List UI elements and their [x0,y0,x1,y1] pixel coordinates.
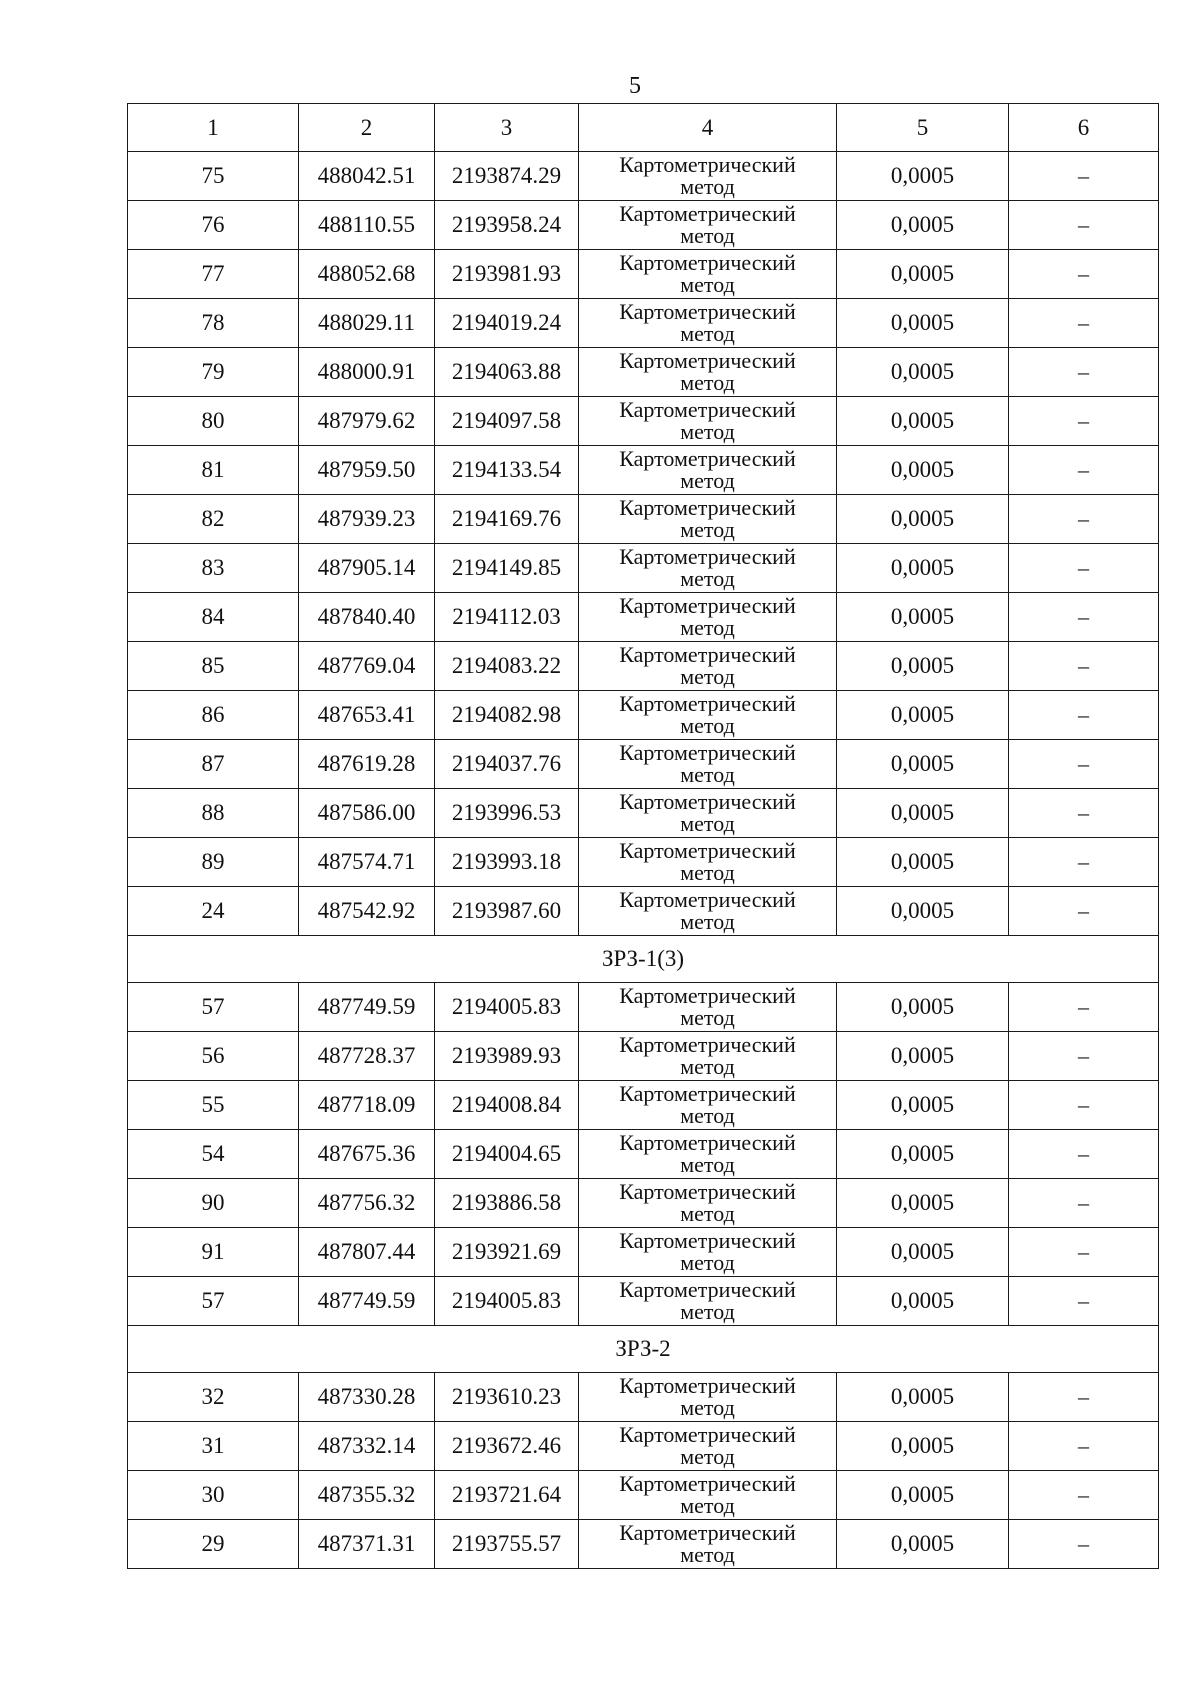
header-cell-6: 6 [1009,104,1159,152]
method-line-1: Картометрический [619,1228,796,1253]
table-row [128,838,1159,887]
note-dash: – [1009,789,1159,838]
coord-y: 2194097.58 [435,397,579,446]
coord-x: 487756.32 [299,1179,435,1228]
table-row [128,1373,1159,1422]
method-line-2: метод [680,566,735,591]
method-cell [579,1277,837,1326]
coord-y: 2193672.46 [435,1422,579,1471]
method-cell [579,201,837,250]
note-dash: – [1009,1277,1159,1326]
point-number: 85 [128,642,299,691]
note-dash: – [1009,691,1159,740]
method-cell [579,495,837,544]
method-cell [579,789,837,838]
accuracy-value: 0,0005 [837,299,1009,348]
table-row [128,887,1159,936]
table-row [128,1520,1159,1569]
method-line-1: Картометрический [619,1179,796,1204]
method-line-2: метод [680,1395,735,1420]
method-line-1: Картометрический [619,593,796,618]
method-line-1: Картометрический [619,838,796,863]
table-row [128,1032,1159,1081]
point-number: 89 [128,838,299,887]
note-dash: – [1009,1032,1159,1081]
coord-x: 487619.28 [299,740,435,789]
method-line-2: метод [680,1444,735,1469]
coord-x: 487979.62 [299,397,435,446]
coord-y: 2194082.98 [435,691,579,740]
point-number: 57 [128,983,299,1032]
header-row [128,104,1159,152]
method-line-2: метод [680,1103,735,1128]
note-dash: – [1009,250,1159,299]
note-dash: – [1009,495,1159,544]
table-row [128,152,1159,201]
header-cell-2: 2 [299,104,435,152]
coord-x: 487330.28 [299,1373,435,1422]
coord-y: 2194169.76 [435,495,579,544]
coord-y: 2194037.76 [435,740,579,789]
method-cell [579,1179,837,1228]
coord-y: 2193958.24 [435,201,579,250]
accuracy-value: 0,0005 [837,789,1009,838]
accuracy-value: 0,0005 [837,642,1009,691]
method-line-2: метод [680,811,735,836]
coord-x: 488000.91 [299,348,435,397]
method-line-1: Картометрический [619,789,796,814]
coord-x: 487718.09 [299,1081,435,1130]
method-line-1: Картометрический [619,691,796,716]
point-number: 78 [128,299,299,348]
coord-y: 2193721.64 [435,1471,579,1520]
accuracy-value: 0,0005 [837,446,1009,495]
note-dash: – [1009,642,1159,691]
table-row [128,1422,1159,1471]
table-row [128,642,1159,691]
method-cell [579,593,837,642]
method-line-1: Картометрический [619,299,796,324]
method-line-2: метод [680,1201,735,1226]
method-cell [579,1373,837,1422]
method-line-1: Картометрический [619,446,796,471]
coord-y: 2193993.18 [435,838,579,887]
accuracy-value: 0,0005 [837,983,1009,1032]
method-cell [579,887,837,936]
accuracy-value: 0,0005 [837,1471,1009,1520]
method-line-2: метод [680,1054,735,1079]
section-title: ЗРЗ-2 [128,1326,1159,1373]
method-line-1: Картометрический [619,740,796,765]
accuracy-value: 0,0005 [837,1179,1009,1228]
note-dash: – [1009,593,1159,642]
method-cell [579,838,837,887]
note-dash: – [1009,544,1159,593]
point-number: 29 [128,1520,299,1569]
method-line-2: метод [680,1493,735,1518]
coord-x: 487939.23 [299,495,435,544]
note-dash: – [1009,983,1159,1032]
note-dash: – [1009,1130,1159,1179]
method-line-1: Картометрический [619,1277,796,1302]
method-line-1: Картометрический [619,397,796,422]
coord-y: 2193755.57 [435,1520,579,1569]
method-line-2: метод [680,1005,735,1030]
coord-y: 2194004.65 [435,1130,579,1179]
coord-x: 487905.14 [299,544,435,593]
coord-y: 2193987.60 [435,887,579,936]
coordinates-table [127,103,1159,1569]
accuracy-value: 0,0005 [837,250,1009,299]
table-row [128,397,1159,446]
method-line-2: метод [680,762,735,787]
header-cell-5: 5 [837,104,1009,152]
method-line-2: метод [680,1250,735,1275]
method-cell [579,250,837,299]
coord-x: 487728.37 [299,1032,435,1081]
coord-x: 487807.44 [299,1228,435,1277]
coord-x: 487586.00 [299,789,435,838]
point-number: 86 [128,691,299,740]
table-row [128,1277,1159,1326]
section-title: ЗРЗ-1(3) [128,936,1159,983]
coord-y: 2193886.58 [435,1179,579,1228]
note-dash: – [1009,1081,1159,1130]
coord-y: 2194133.54 [435,446,579,495]
coord-x: 487332.14 [299,1422,435,1471]
method-line-1: Картометрический [619,1471,796,1496]
accuracy-value: 0,0005 [837,495,1009,544]
method-line-1: Картометрический [619,1081,796,1106]
table-row [128,299,1159,348]
table-row [128,593,1159,642]
method-line-1: Картометрический [619,201,796,226]
table-row [128,201,1159,250]
note-dash: – [1009,1422,1159,1471]
method-line-1: Картометрический [619,1422,796,1447]
coord-x: 487675.36 [299,1130,435,1179]
method-line-1: Картометрический [619,1130,796,1155]
note-dash: – [1009,1373,1159,1422]
coord-x: 488110.55 [299,201,435,250]
coord-x: 488052.68 [299,250,435,299]
method-line-1: Картометрический [619,348,796,373]
accuracy-value: 0,0005 [837,348,1009,397]
point-number: 79 [128,348,299,397]
note-dash: – [1009,446,1159,495]
method-line-1: Картометрический [619,495,796,520]
coord-y: 2194083.22 [435,642,579,691]
coord-x: 487542.92 [299,887,435,936]
method-line-2: метод [680,174,735,199]
coord-y: 2193981.93 [435,250,579,299]
page-number: 5 [629,73,641,99]
point-number: 76 [128,201,299,250]
method-line-2: метод [680,1542,735,1567]
accuracy-value: 0,0005 [837,1520,1009,1569]
point-number: 32 [128,1373,299,1422]
point-number: 81 [128,446,299,495]
table-row [128,691,1159,740]
note-dash: – [1009,201,1159,250]
method-line-2: метод [680,223,735,248]
method-line-2: метод [680,664,735,689]
method-line-2: метод [680,1299,735,1324]
method-line-1: Картометрический [619,544,796,569]
table-row [128,348,1159,397]
method-line-2: метод [680,517,735,542]
note-dash: – [1009,1471,1159,1520]
coord-y: 2194063.88 [435,348,579,397]
table-row [128,544,1159,593]
header-cell-1: 1 [128,104,299,152]
method-line-1: Картометрический [619,1032,796,1057]
method-line-1: Картометрический [619,250,796,275]
note-dash: – [1009,740,1159,789]
method-line-2: метод [680,370,735,395]
header-cell-3: 3 [435,104,579,152]
method-line-1: Картометрический [619,642,796,667]
method-line-2: метод [680,419,735,444]
point-number: 83 [128,544,299,593]
note-dash: – [1009,1179,1159,1228]
point-number: 84 [128,593,299,642]
coord-y: 2194149.85 [435,544,579,593]
point-number: 88 [128,789,299,838]
coord-y: 2193610.23 [435,1373,579,1422]
coord-x: 488042.51 [299,152,435,201]
point-number: 54 [128,1130,299,1179]
note-dash: – [1009,348,1159,397]
method-cell [579,152,837,201]
table-row [128,1179,1159,1228]
point-number: 56 [128,1032,299,1081]
method-line-2: метод [680,321,735,346]
table-row [128,446,1159,495]
method-cell [579,1471,837,1520]
accuracy-value: 0,0005 [837,887,1009,936]
note-dash: – [1009,887,1159,936]
coord-y: 2194005.83 [435,983,579,1032]
method-line-1: Картометрический [619,887,796,912]
accuracy-value: 0,0005 [837,740,1009,789]
section-heading-row [128,936,1159,983]
coord-x: 488029.11 [299,299,435,348]
point-number: 82 [128,495,299,544]
table-row [128,789,1159,838]
accuracy-value: 0,0005 [837,691,1009,740]
point-number: 80 [128,397,299,446]
table-row [128,1081,1159,1130]
accuracy-value: 0,0005 [837,544,1009,593]
coord-y: 2194008.84 [435,1081,579,1130]
accuracy-value: 0,0005 [837,1277,1009,1326]
method-cell [579,1081,837,1130]
point-number: 57 [128,1277,299,1326]
coord-x: 487840.40 [299,593,435,642]
table-row [128,1130,1159,1179]
accuracy-value: 0,0005 [837,1130,1009,1179]
coord-x: 487355.32 [299,1471,435,1520]
table-row [128,1228,1159,1277]
method-line-1: Картометрический [619,152,796,177]
method-line-2: метод [680,468,735,493]
point-number: 91 [128,1228,299,1277]
note-dash: – [1009,1228,1159,1277]
accuracy-value: 0,0005 [837,1228,1009,1277]
header-cell-4: 4 [579,104,837,152]
coord-x: 487959.50 [299,446,435,495]
note-dash: – [1009,838,1159,887]
method-cell [579,1520,837,1569]
coord-y: 2194005.83 [435,1277,579,1326]
coord-y: 2193989.93 [435,1032,579,1081]
method-cell [579,642,837,691]
method-line-2: метод [680,272,735,297]
table-row [128,740,1159,789]
note-dash: – [1009,397,1159,446]
method-cell [579,1422,837,1471]
section-heading-row [128,1326,1159,1373]
accuracy-value: 0,0005 [837,1081,1009,1130]
accuracy-value: 0,0005 [837,1422,1009,1471]
accuracy-value: 0,0005 [837,397,1009,446]
accuracy-value: 0,0005 [837,201,1009,250]
method-cell [579,691,837,740]
coord-y: 2193921.69 [435,1228,579,1277]
coord-x: 487749.59 [299,983,435,1032]
method-cell [579,740,837,789]
method-cell [579,544,837,593]
coord-y: 2193874.29 [435,152,579,201]
coord-x: 487371.31 [299,1520,435,1569]
note-dash: – [1009,1520,1159,1569]
table-row [128,1471,1159,1520]
point-number: 24 [128,887,299,936]
method-line-1: Картометрический [619,1520,796,1545]
coord-y: 2194112.03 [435,593,579,642]
note-dash: – [1009,299,1159,348]
accuracy-value: 0,0005 [837,152,1009,201]
coord-x: 487574.71 [299,838,435,887]
method-line-2: метод [680,860,735,885]
point-number: 30 [128,1471,299,1520]
coord-x: 487749.59 [299,1277,435,1326]
method-cell [579,299,837,348]
method-line-2: метод [680,1152,735,1177]
note-dash: – [1009,152,1159,201]
table-row [128,250,1159,299]
point-number: 90 [128,1179,299,1228]
method-cell [579,1032,837,1081]
method-line-2: метод [680,615,735,640]
point-number: 87 [128,740,299,789]
accuracy-value: 0,0005 [837,1373,1009,1422]
accuracy-value: 0,0005 [837,838,1009,887]
point-number: 75 [128,152,299,201]
method-cell [579,1130,837,1179]
accuracy-value: 0,0005 [837,1032,1009,1081]
coord-x: 487653.41 [299,691,435,740]
method-cell [579,348,837,397]
point-number: 31 [128,1422,299,1471]
table-row [128,983,1159,1032]
coord-x: 487769.04 [299,642,435,691]
coord-y: 2194019.24 [435,299,579,348]
method-line-1: Картометрический [619,983,796,1008]
coord-y: 2193996.53 [435,789,579,838]
table-row [128,495,1159,544]
method-line-2: метод [680,713,735,738]
point-number: 77 [128,250,299,299]
method-cell [579,446,837,495]
method-line-2: метод [680,909,735,934]
method-cell [579,1228,837,1277]
method-cell [579,397,837,446]
accuracy-value: 0,0005 [837,593,1009,642]
method-cell [579,983,837,1032]
point-number: 55 [128,1081,299,1130]
method-line-1: Картометрический [619,1373,796,1398]
